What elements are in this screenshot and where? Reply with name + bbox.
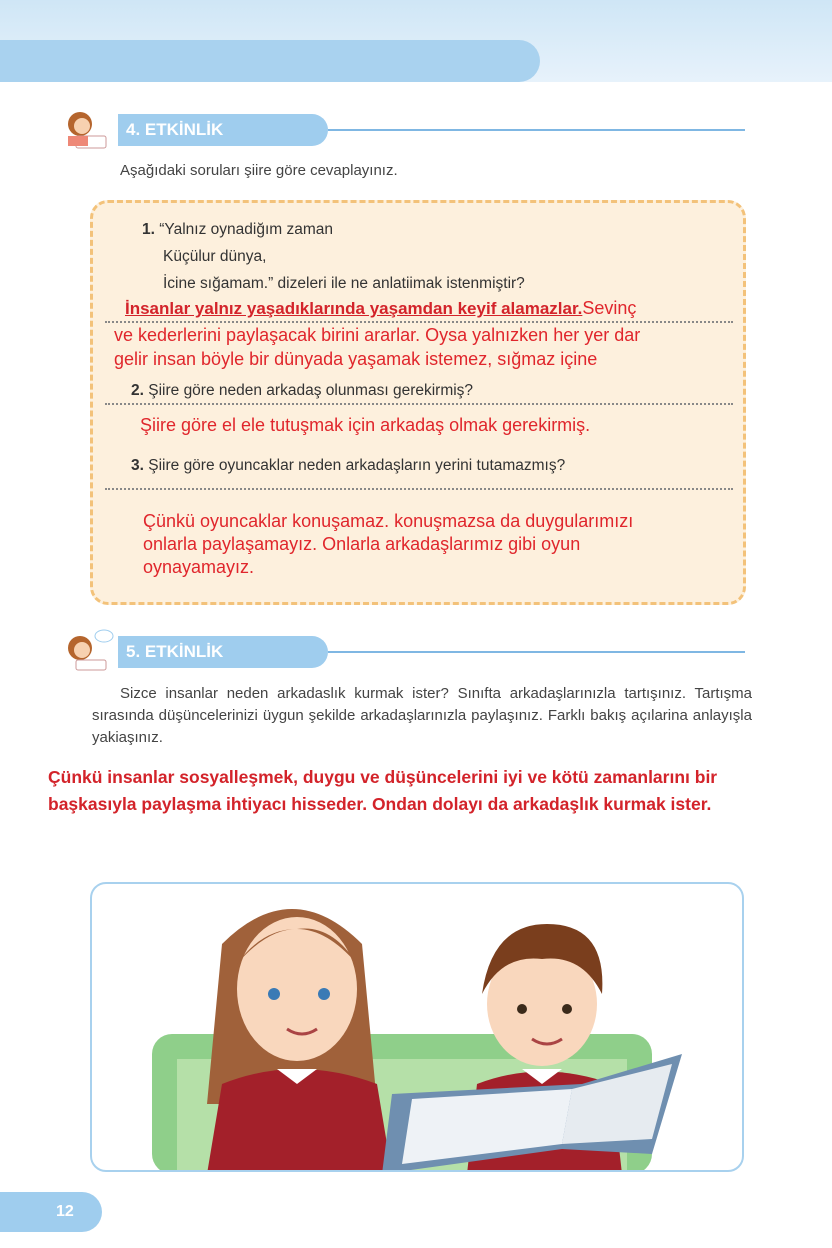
question-3: 3. Şiire göre oyuncaklar neden arkadaşların yerini tutamazmış? [131,457,566,474]
answer-line: başkasıyla paylaşma ihtiyacı hisseder. Ondan dolayı da arkadaşlık kurmak ister. [48,794,712,814]
top-bar [0,40,540,82]
activity-5-title: 5. ETKİNLİK [118,636,328,668]
girl-thinking-icon [58,628,114,674]
dotted-line [105,403,733,405]
question-1-line: İcine sığamam.” dizeleri ile ne anlatiimak istenmiştir? [163,275,525,292]
page-number: 12 [0,1192,102,1232]
girl-reading-icon [58,106,114,152]
activity-5-answer [48,764,818,818]
divider [328,651,745,653]
activity-5-instruction: Sizce insanlar neden arkadaslık kurmak ister? Sınıfta arkadaşlarınızla tartışınız. Tartışma sırasında düşüncelerinizi üygun şekilde arkadaşlarınızla paylaşınız. Farklı bakış açılarina anlayışla yakiaşınız. [92,685,752,746]
activity-4-title: 4. ETKİNLİK [118,114,328,146]
question-2: 2. Şiire göre neden arkadaş olunması gerekirmiş? [131,382,474,399]
answer-1-bold: İnsanlar yalnız yaşadıklarında yaşamdan keyif alamazlar. [125,299,583,318]
answer-3-line: Çünkü oyuncaklar konuşamaz. konuşmazsa da duygularımızı [143,511,634,531]
activity-5-header [58,634,748,674]
answer-1-line [125,298,636,319]
question-1: 1. “Yalnız oynadiğım zaman [142,221,333,238]
answer-line: Çünkü insanlar sosyalleşmek, duygu ve düşüncelerini iyi ve kötü zamanlarını bir [48,767,718,787]
dotted-line [105,321,733,323]
answer-1-rest: Sevinç [582,298,637,318]
answer-3-line: onlarla paylaşamayız. Onlarla arkadaşlarımız gibi oyun [143,534,581,554]
answer-2: Şiire göre el ele tutuşmak için arkadaş olmak gerekirmiş. [140,415,591,435]
activity-4-instruction: Aşağıdaki soruları şiire göre cevaplayınız. [120,162,398,179]
answer-3-line: oynayamayız. [143,557,255,577]
children-reading-illustration [90,882,744,1172]
activity-4-header [58,112,748,152]
question-1-line: Küçülur dünya, [163,248,267,265]
answer-1-line: ve kederlerini paylaşacak birini ararlar. Oysa yalnızken her yer dar [114,325,641,345]
divider [328,129,745,131]
answer-1-line: gelir insan böyle bir dünyada yaşamak istemez, sığmaz içine [114,349,598,369]
dotted-line [105,488,733,490]
